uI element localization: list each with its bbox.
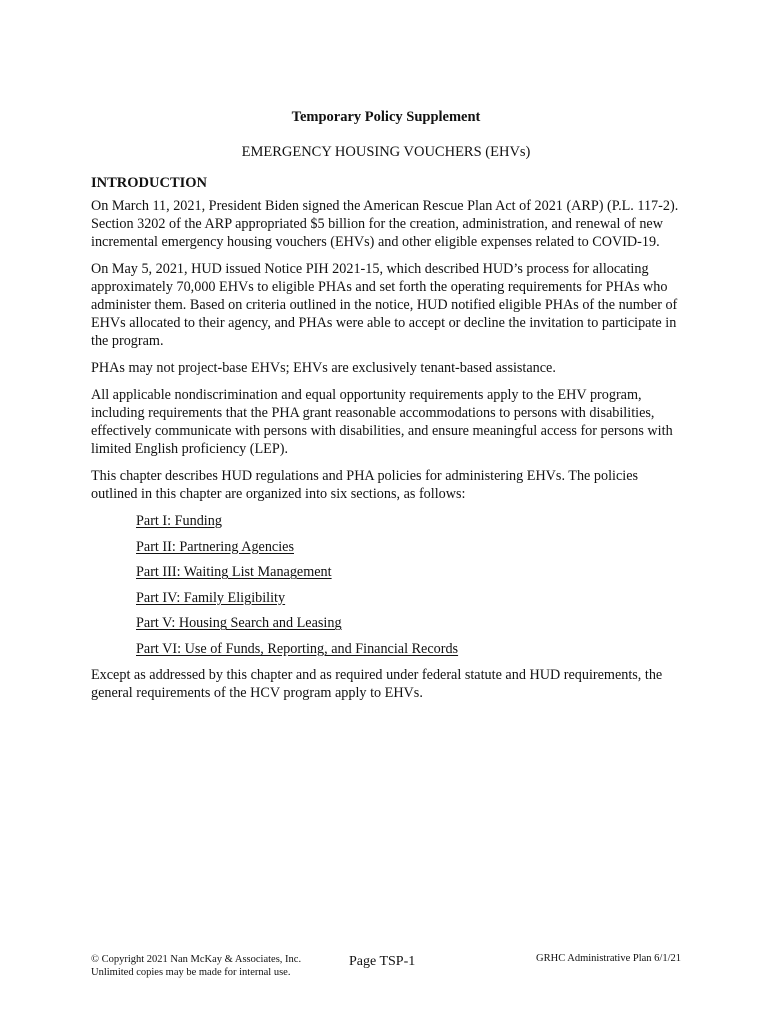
list-item — [136, 589, 681, 607]
list-item — [136, 614, 681, 632]
page-number: Page TSP-1 — [349, 954, 416, 969]
list-item — [136, 538, 681, 556]
document-title: Temporary Policy Supplement — [291, 109, 481, 125]
paragraph-closing: Except as addressed by this chapter and as required under federal statute and HUD requirements, the general requirements of the HCV program apply to EHVs. — [91, 666, 663, 701]
list-item — [136, 640, 681, 658]
document-body — [91, 108, 681, 711]
part-link-waiting-list[interactable]: Part III: Waiting List Management — [136, 564, 332, 581]
part-link-funding[interactable]: Part I: Funding — [136, 513, 222, 529]
section-heading-introduction: INTRODUCTION — [91, 175, 208, 191]
paragraph-arp-act: On March 11, 2021, President Biden signed the American Rescue Plan Act of 2021 (ARP) (P.L. 117-2). Section 3202 of the ARP appropriated $5 billion for the creation, administration, and renewal of new incremental emergency housing vouchers (EHVs) and other eligible expenses related to COVID-19. — [91, 198, 679, 250]
part-link-use-of-funds[interactable]: Part VI: Use of Funds, Reporting, and Financial Records — [136, 640, 459, 657]
list-item — [136, 563, 681, 581]
document-subtitle: EMERGENCY HOUSING VOUCHERS (EHVs) — [241, 144, 531, 160]
part-link-partnering-agencies[interactable]: Part II: Partnering Agencies — [136, 538, 294, 555]
copies-notice: Unlimited copies may be made for internal use. — [91, 967, 291, 978]
list-item — [136, 512, 681, 530]
paragraph-notice-pih: On May 5, 2021, HUD issued Notice PIH 2021-15, which described HUD’s process for allocating approximately 70,000 EHVs to eligible PHAs and set forth the operating requirements for PHAs who administer them. Based on criteria outlined in the notice, HUD notified eligible PHAs of the number of EHVs allocated to their agency, and PHAs were able to accept or decline the invitation to participate in the program. — [91, 261, 678, 349]
paragraph-project-base: PHAs may not project-base EHVs; EHVs are exclusively tenant-based assistance. — [91, 360, 556, 376]
footer-copyright — [91, 953, 301, 979]
parts-list — [136, 512, 681, 658]
part-link-family-eligibility[interactable]: Part IV: Family Eligibility — [136, 589, 286, 606]
copyright-line: © Copyright 2021 Nan McKay & Associates, Inc. — [91, 954, 302, 965]
plan-label: GRHC Administrative Plan 6/1/21 — [536, 953, 681, 964]
paragraph-nondiscrimination: All applicable nondiscrimination and equal opportunity requirements apply to the EHV program, including requirements that the PHA grant reasonable accommodations to persons with disabilities, effectively communicate with persons with disabilities, and ensure meaningful access for persons with limited English proficiency (LEP). — [91, 387, 673, 457]
part-link-housing-search[interactable]: Part V: Housing Search and Leasing — [136, 615, 342, 632]
paragraph-chapter-overview: This chapter describes HUD regulations and PHA policies for administering EHVs. The policies outlined in this chapter are organized into six sections, as follows: — [91, 468, 639, 502]
